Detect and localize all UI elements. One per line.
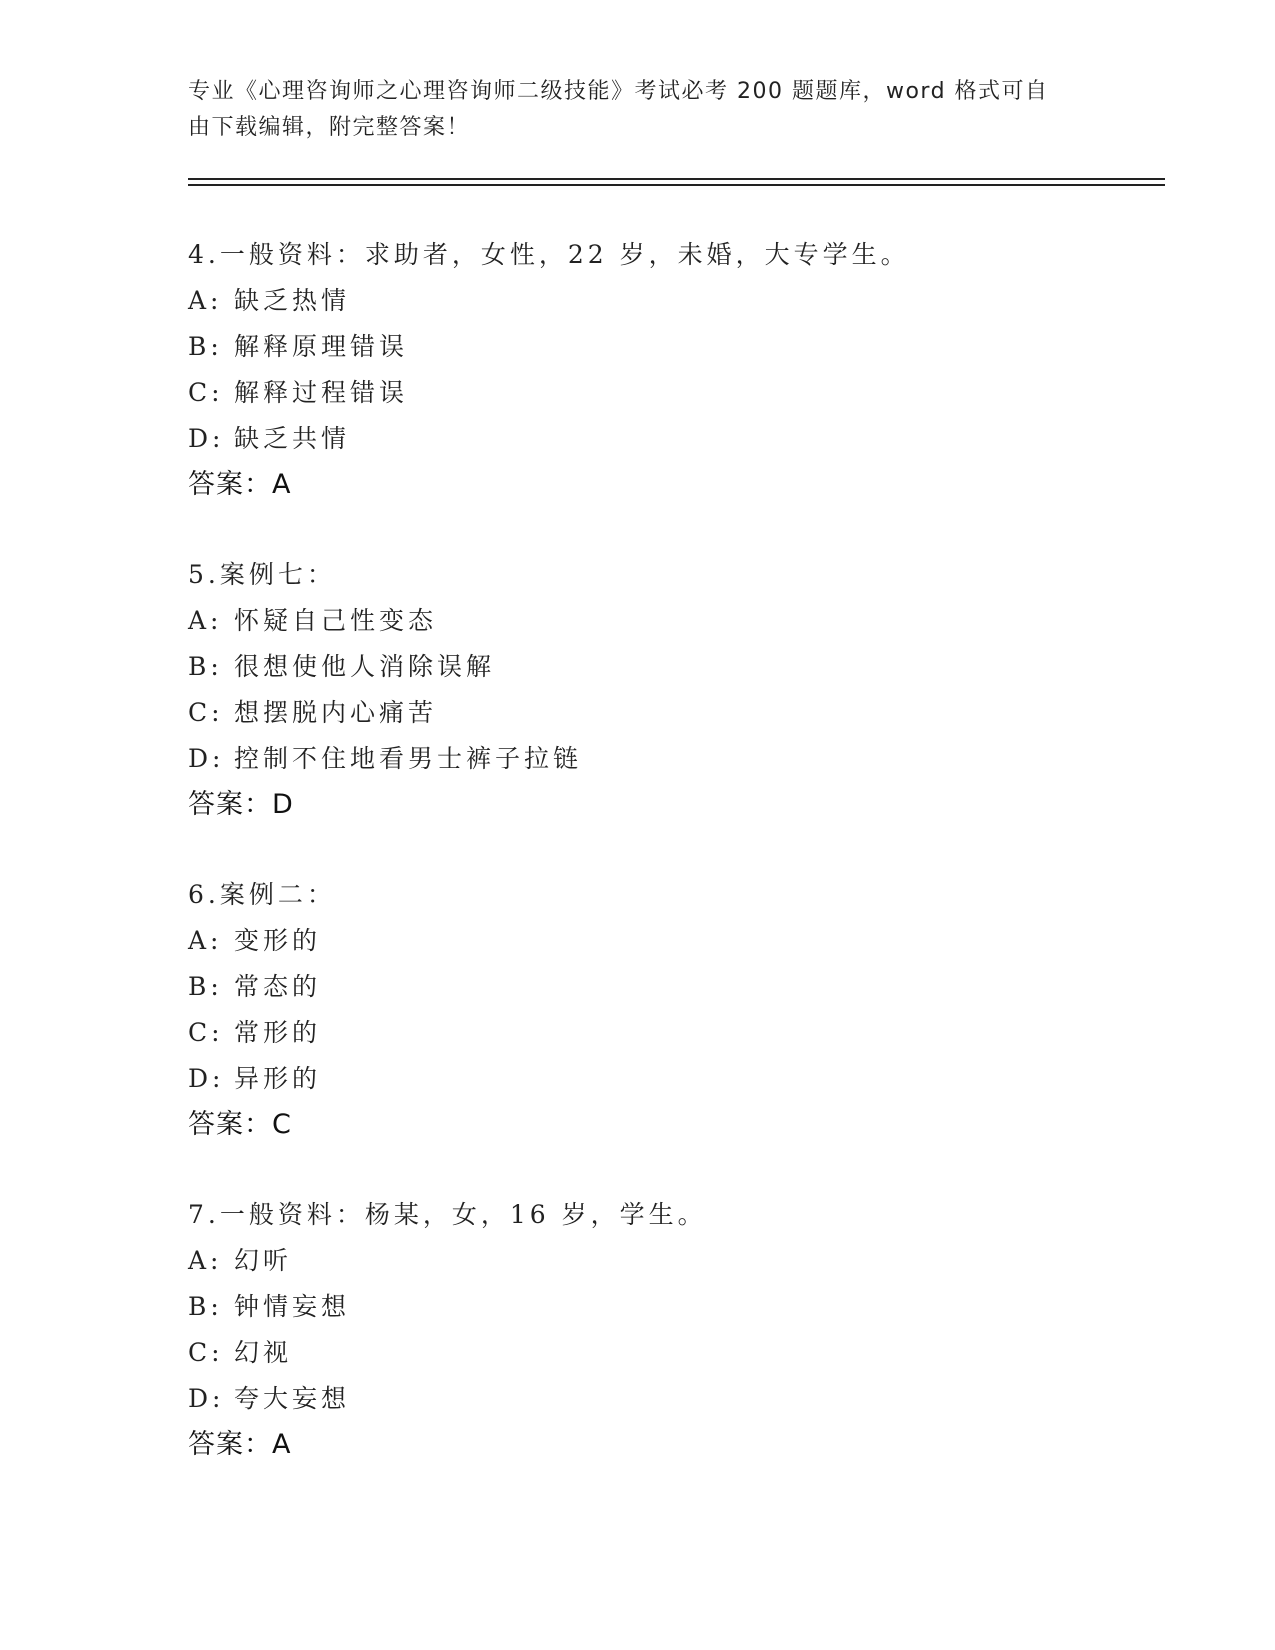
option-text: 幻视 bbox=[234, 1338, 293, 1367]
option-text: 夸大妄想 bbox=[234, 1384, 351, 1413]
option-letter: D: bbox=[188, 424, 225, 453]
question-block bbox=[188, 872, 1148, 1148]
option-letter: A: bbox=[188, 286, 223, 315]
option-letter: B: bbox=[188, 972, 223, 1001]
header-title-line-2: 由下载编辑，附完整答案！ bbox=[188, 115, 471, 140]
option-letter: D: bbox=[188, 1384, 225, 1413]
answer-line: 答案：A bbox=[188, 469, 292, 500]
option-d bbox=[188, 416, 1148, 462]
option-letter: C: bbox=[188, 378, 224, 407]
option-text: 解释原理错误 bbox=[234, 332, 409, 361]
option-letter: B: bbox=[188, 332, 223, 361]
option-letter: A: bbox=[188, 926, 223, 955]
question-block bbox=[188, 1192, 1148, 1468]
header-title-line-1: 专业《心理咨询师之心理咨询师二级技能》考试必考 200 题题库，word 格式可自 bbox=[188, 79, 1049, 104]
option-b bbox=[188, 1284, 1148, 1330]
option-a bbox=[188, 918, 1148, 964]
option-d bbox=[188, 736, 1148, 782]
option-text: 常形的 bbox=[234, 1018, 322, 1047]
question-stem: 6.案例二： bbox=[188, 880, 336, 909]
option-text: 异形的 bbox=[234, 1064, 322, 1093]
option-text: 怀疑自己性变态 bbox=[234, 606, 438, 635]
option-text: 缺乏共情 bbox=[234, 424, 351, 453]
option-b bbox=[188, 324, 1148, 370]
option-a bbox=[188, 598, 1148, 644]
option-text: 幻听 bbox=[234, 1246, 293, 1275]
option-letter: C: bbox=[188, 1338, 224, 1367]
question-block bbox=[188, 552, 1148, 828]
answer-line: 答案：D bbox=[188, 789, 294, 820]
option-letter: C: bbox=[188, 698, 224, 727]
answer-line: 答案：C bbox=[188, 1109, 292, 1140]
option-letter: A: bbox=[188, 606, 223, 635]
option-a bbox=[188, 1238, 1148, 1284]
option-letter: D: bbox=[188, 744, 225, 773]
answer-line: 答案：A bbox=[188, 1429, 292, 1460]
option-letter: D: bbox=[188, 1064, 225, 1093]
option-c bbox=[188, 1330, 1148, 1376]
question-block bbox=[188, 232, 1148, 508]
option-c bbox=[188, 690, 1148, 736]
option-b bbox=[188, 644, 1148, 690]
option-c bbox=[188, 370, 1148, 416]
option-text: 很想使他人消除误解 bbox=[234, 652, 496, 681]
option-letter: C: bbox=[188, 1018, 224, 1047]
option-c bbox=[188, 1010, 1148, 1056]
option-text: 变形的 bbox=[234, 926, 322, 955]
option-d bbox=[188, 1056, 1148, 1102]
option-text: 钟情妄想 bbox=[234, 1292, 351, 1321]
option-text: 想摆脱内心痛苦 bbox=[234, 698, 438, 727]
question-stem: 4.一般资料：求助者，女性，22 岁，未婚，大专学生。 bbox=[188, 240, 910, 269]
question-stem: 5.案例七： bbox=[188, 560, 336, 589]
option-text: 控制不住地看男士裤子拉链 bbox=[234, 744, 583, 773]
option-text: 解释过程错误 bbox=[234, 378, 409, 407]
question-stem: 7.一般资料：杨某，女，16 岁，学生。 bbox=[188, 1200, 707, 1229]
option-letter: B: bbox=[188, 1292, 223, 1321]
header-divider-bottom bbox=[188, 184, 1165, 186]
option-letter: B: bbox=[188, 652, 223, 681]
option-b bbox=[188, 964, 1148, 1010]
header-divider-top bbox=[188, 178, 1165, 180]
option-text: 常态的 bbox=[234, 972, 322, 1001]
option-d bbox=[188, 1376, 1148, 1422]
option-text: 缺乏热情 bbox=[234, 286, 351, 315]
option-letter: A: bbox=[188, 1246, 223, 1275]
option-a bbox=[188, 278, 1148, 324]
